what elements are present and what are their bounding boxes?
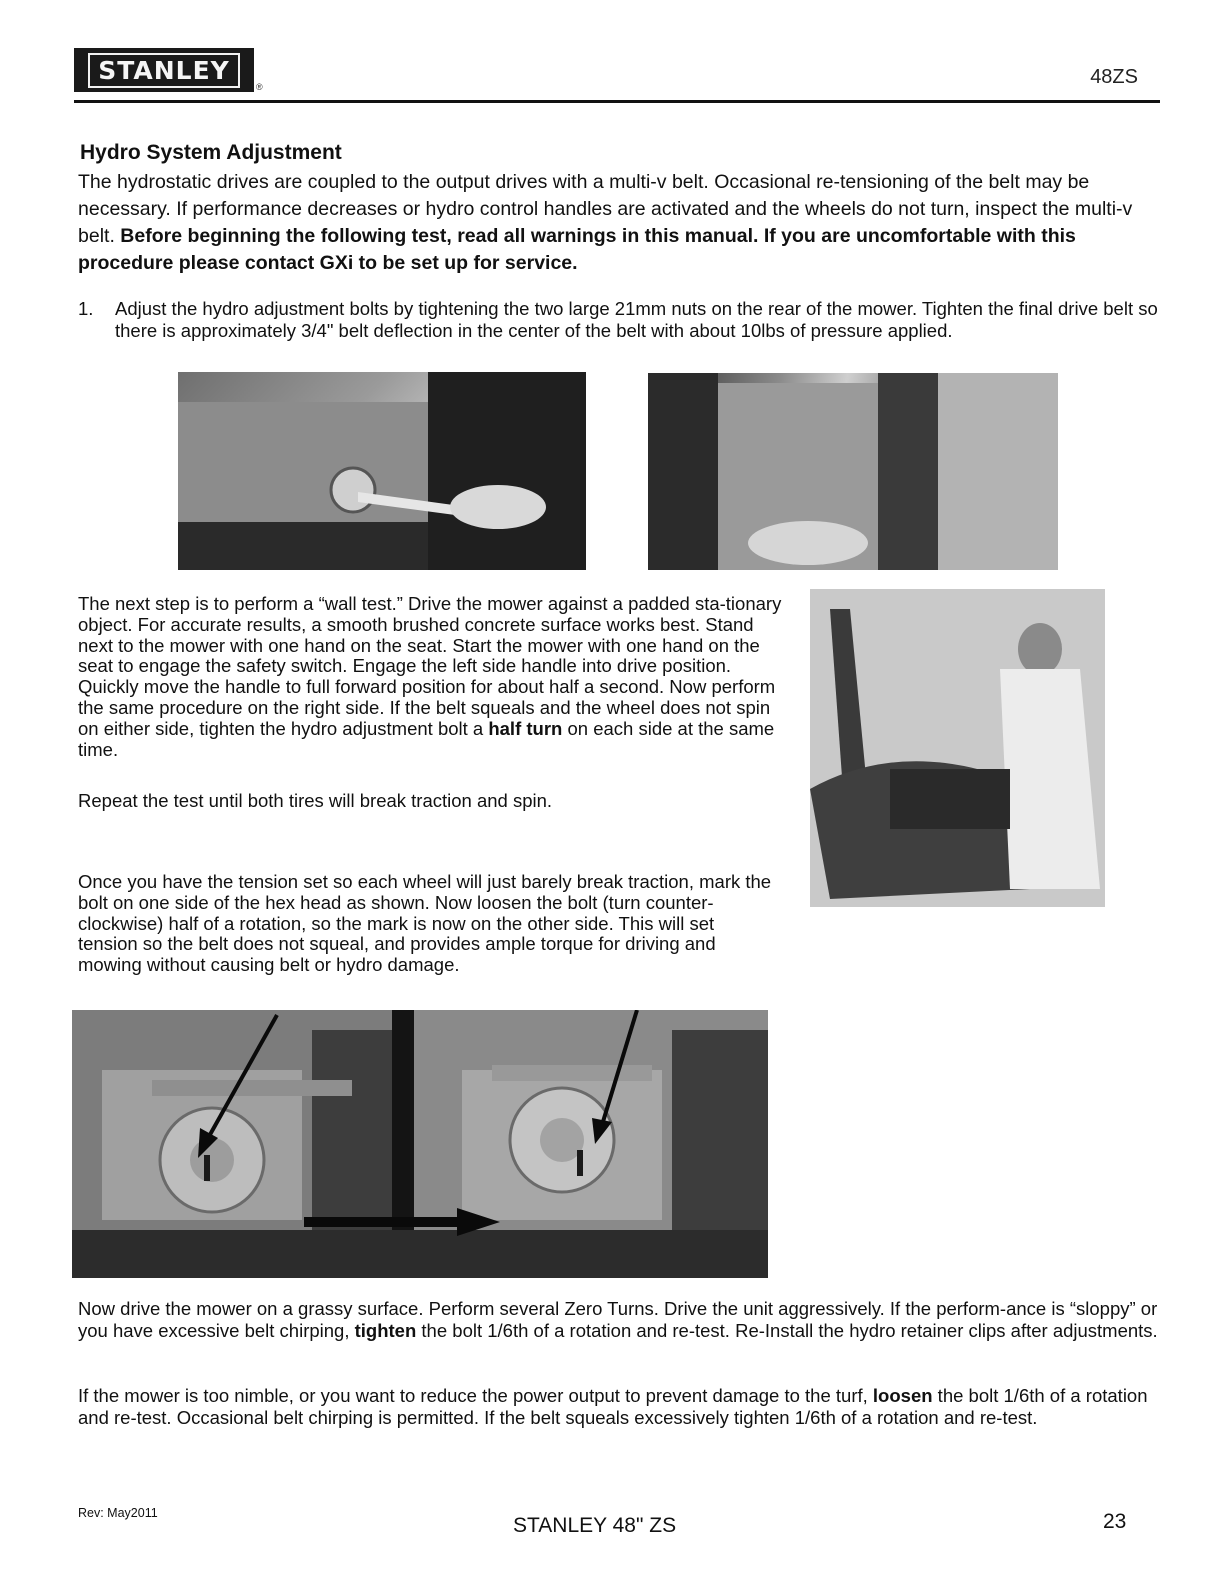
photo-mower-drawing: [810, 589, 1105, 907]
intro-warning: Before beginning the following test, read all warnings in this manual. If you are uncomfortable with this procedure please contact GXi to be set up for service.: [78, 225, 1076, 274]
step-number: 1.: [78, 298, 94, 319]
tension-paragraph: Once you have the tension set so each wheel will just barely break traction, mark the bolt on one side of the hex head as shown. Now loosen the bolt (turn counter-clockwise) half of a rotation, so the mark is now on the other side. This will set tension so the belt does not squeal, and provides ample torque for driving and mowing without causing belt or hydro damage.: [78, 871, 772, 976]
photo-belt-deflection: [648, 373, 1058, 570]
photo-wrench-adjustment: [178, 372, 586, 570]
nimble-text: If the mower is too nimble, or you want to reduce the power output to prevent damage to the turf,: [78, 1385, 873, 1406]
repeat-paragraph: Repeat the test until both tires will break traction and spin.: [78, 790, 553, 811]
header-divider: [74, 100, 1160, 103]
nimble-text-end: the bolt 1/6th of a rotation and re-test. Occasional belt chirping is permitted. If the belt squeals excessively tighten 1/6th of a rotation and re-test.: [78, 1385, 1148, 1428]
photo-belt-drawing: [648, 373, 1058, 570]
photo-bolt-drawing: [72, 1010, 768, 1278]
logo-text: STANLEY: [88, 53, 240, 88]
intro-text: The hydrostatic drives are coupled to the output drives with a multi-v belt. Occasional re-tensioning of the belt may be necessary. If performance decreases or hydro control handles are activated and the wheels do not turn, inspect the multi-v belt.: [78, 171, 1133, 247]
photo-man-with-mower: [810, 589, 1105, 907]
footer-title: STANLEY 48" ZS: [513, 1514, 677, 1537]
photo-bolt-marking: [72, 1010, 768, 1278]
revision-date: Rev: May2011: [78, 1506, 158, 1520]
grassy-text-end: the bolt 1/6th of a rotation and re-test. Re-Install the hydro retainer clips after adjustments.: [416, 1319, 1158, 1341]
wall-test-bold: half turn: [488, 717, 563, 739]
intro-paragraph: [78, 169, 1168, 277]
grassy-text: Now drive the mower on a grassy surface. Perform several Zero Turns. Drive the unit aggressively. If the perform-ance is “sloppy” or you have excessive belt chirping,: [78, 1298, 1158, 1341]
registered-mark: ®: [256, 82, 263, 92]
photo-wrench-drawing: [178, 372, 586, 570]
wall-test-text-end: on each side at the same time.: [78, 717, 775, 760]
nimble-paragraph: [78, 1385, 1168, 1428]
page-number: 23: [1103, 1510, 1127, 1533]
grassy-surface-paragraph: [78, 1298, 1168, 1341]
section-heading: Hydro System Adjustment: [80, 141, 342, 164]
wall-test-text: The next step is to perform a “wall test.” Drive the mower against a padded sta-tionary object. For accurate results, a smooth brushed concrete surface works best. Stand next to the mower with one hand on the seat. Start the mower with one hand on the seat to engage the safety switch. Engage the left side handle into drive position. Quickly move the handle to full forward position for about half a second. Now perform the same procedure on the right side. If the belt squeals and the wheel does not spin on either side, tighten the hydro adjustment bolt a: [78, 593, 782, 739]
grassy-bold: tighten: [354, 1319, 417, 1341]
wall-test-paragraph: [78, 594, 788, 760]
stanley-logo: [74, 48, 254, 92]
model-number: 48ZS: [1090, 66, 1138, 88]
step-1: [78, 298, 1168, 342]
step-text: Adjust the hydro adjustment bolts by tightening the two large 21mm nuts on the rear of the mower. Tighten the final drive belt so there is approximately 3/4" belt deflection in the center of the belt with about 10lbs of pressure applied.: [115, 298, 1158, 341]
nimble-bold: loosen: [872, 1385, 933, 1406]
